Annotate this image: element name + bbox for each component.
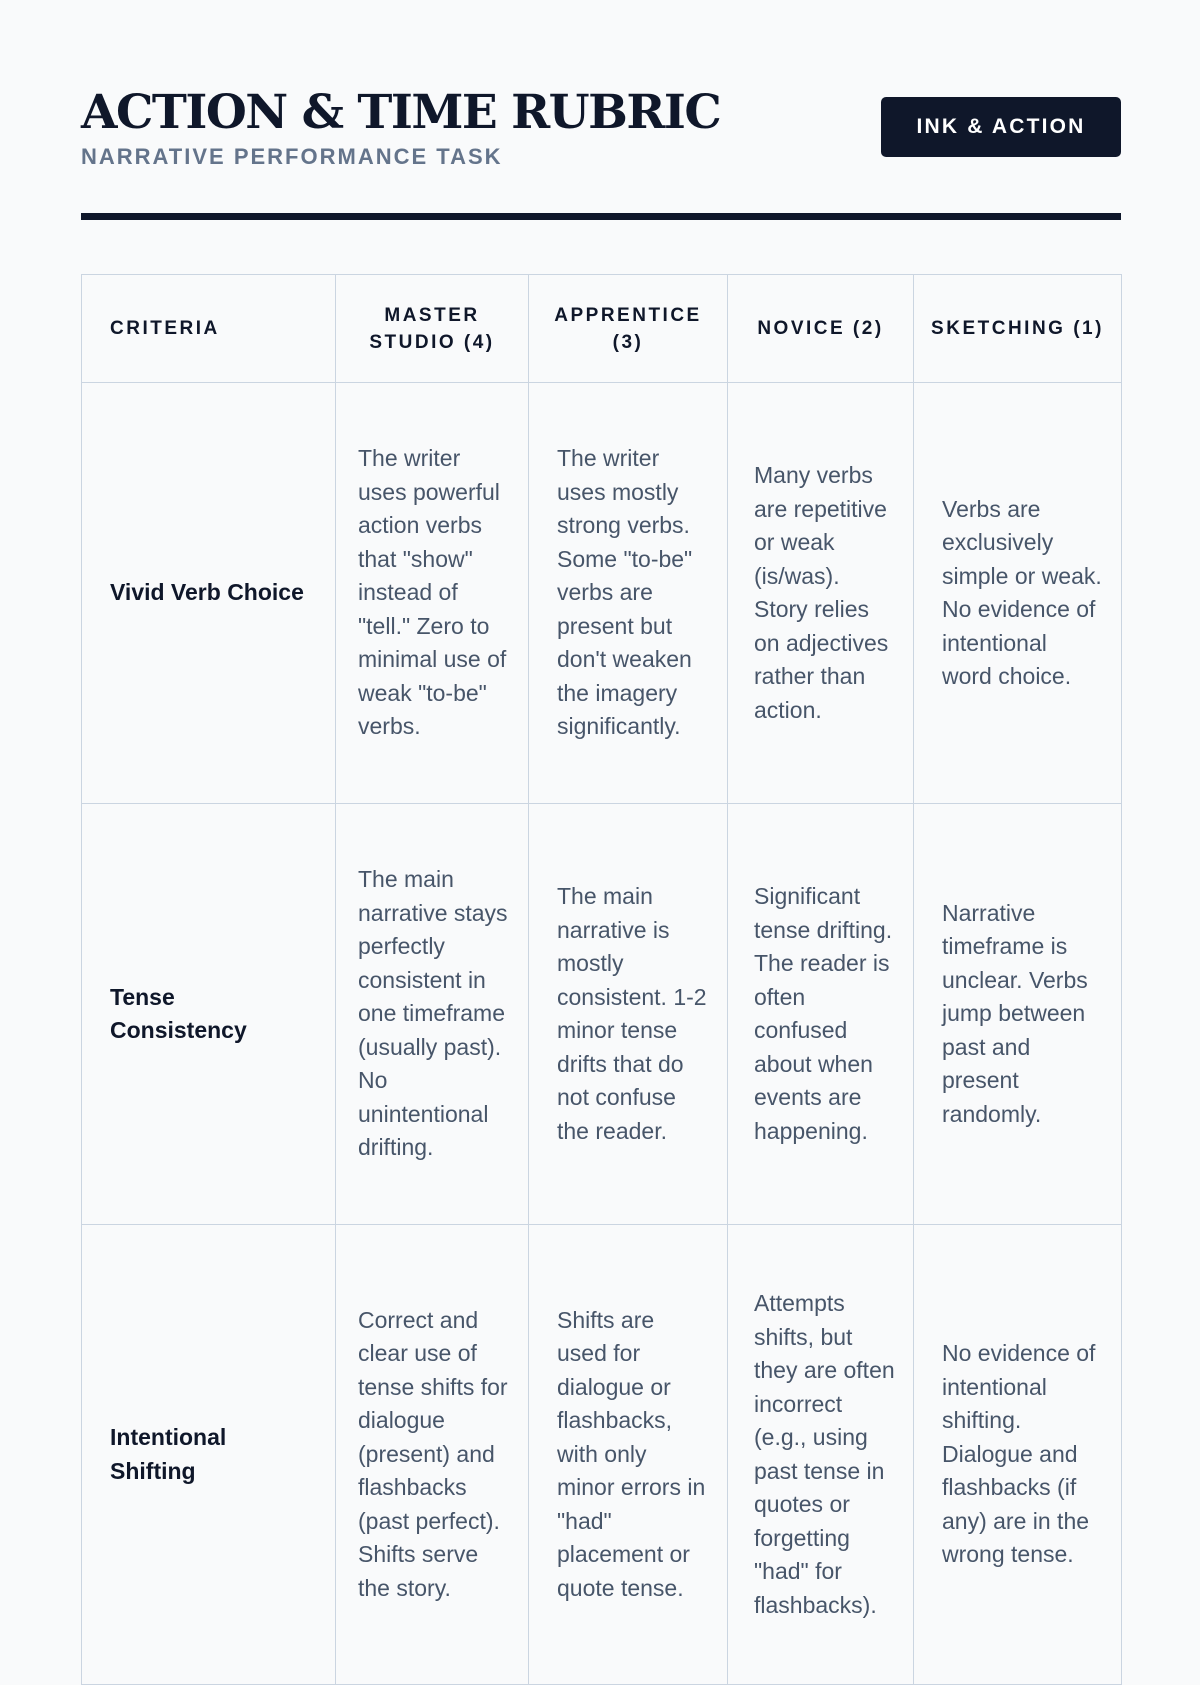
header-divider <box>81 213 1121 220</box>
level-cell-apprentice: Shifts are used for dialogue or flashbacks, with only minor errors in "had" placement or quote tense. <box>529 1225 728 1685</box>
column-header-criteria: CRITERIA <box>82 275 336 383</box>
level-cell-master-studio: The writer uses powerful action verbs that "show" instead of "tell." Zero to minimal use of weak "to-be" verbs. <box>336 383 529 804</box>
level-cell-master-studio: The main narrative stays perfectly consistent in one timeframe (usually past). No unintentional drifting. <box>336 804 529 1225</box>
table-row <box>82 1225 1122 1685</box>
table-row <box>82 804 1122 1225</box>
level-cell-novice: Significant tense drifting. The reader is often confused about when events are happening. <box>728 804 914 1225</box>
level-cell-sketching: Verbs are exclusively simple or weak. No evidence of intentional word choice. <box>914 383 1122 804</box>
rubric-page <box>81 0 1121 1618</box>
level-cell-novice: Attempts shifts, but they are often incorrect (e.g., using past tense in quotes or forgetting "had" for flashbacks). <box>728 1225 914 1685</box>
criterion-cell: Tense Consistency <box>82 804 336 1225</box>
page-subtitle: NARRATIVE PERFORMANCE TASK <box>81 144 503 169</box>
column-header-sketching: SKETCHING (1) <box>914 275 1122 383</box>
column-header-novice: NOVICE (2) <box>728 275 914 383</box>
brand-badge: INK & ACTION <box>881 97 1121 157</box>
level-cell-sketching: No evidence of intentional shifting. Dialogue and flashbacks (if any) are in the wrong tense. <box>914 1225 1122 1685</box>
table-row <box>82 383 1122 804</box>
rubric-table <box>81 274 1122 1685</box>
level-cell-sketching: Narrative timeframe is unclear. Verbs jump between past and present randomly. <box>914 804 1122 1225</box>
column-header-master-studio: MASTER STUDIO (4) <box>336 275 529 383</box>
table-header-row <box>82 275 1122 383</box>
level-cell-apprentice: The main narrative is mostly consistent. 1-2 minor tense drifts that do not confuse the reader. <box>529 804 728 1225</box>
column-header-apprentice: APPRENTICE (3) <box>529 275 728 383</box>
page-title: ACTION & TIME RUBRIC <box>81 85 721 140</box>
criterion-cell: Vivid Verb Choice <box>82 383 336 804</box>
level-cell-master-studio: Correct and clear use of tense shifts for dialogue (present) and flashbacks (past perfect). Shifts serve the story. <box>336 1225 529 1685</box>
level-cell-apprentice: The writer uses mostly strong verbs. Some "to-be" verbs are present but don't weaken the imagery significantly. <box>529 383 728 804</box>
criterion-cell: Intentional Shifting <box>82 1225 336 1685</box>
level-cell-novice: Many verbs are repetitive or weak (is/was). Story relies on adjectives rather than action. <box>728 383 914 804</box>
page-header <box>81 0 1121 222</box>
